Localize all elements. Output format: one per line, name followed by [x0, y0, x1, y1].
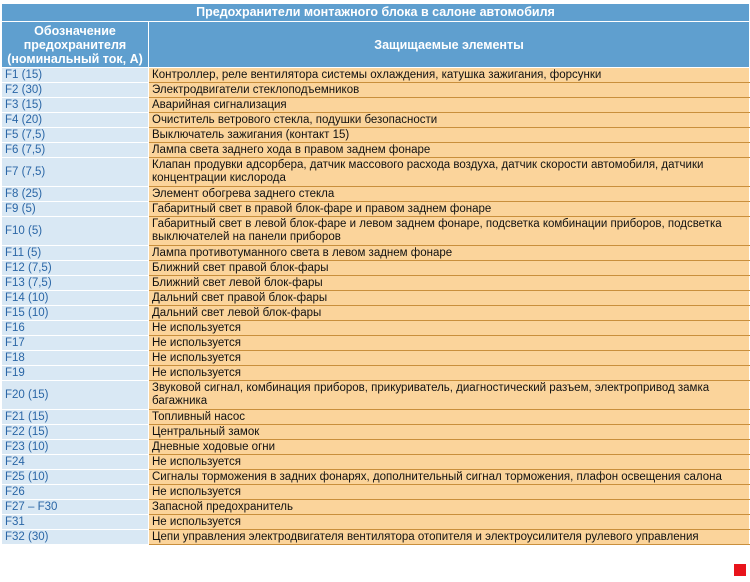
table-body [2, 68, 750, 545]
table-row [2, 246, 750, 261]
desc-cell: Лампа противотуманного света в левом заднем фонаре [149, 246, 750, 261]
desc-cell: Контроллер, реле вентилятора системы охлаждения, катушка зажигания, форсунки [149, 68, 750, 83]
fuse-cell: F8 (25) [2, 187, 149, 202]
desc-cell: Дневные ходовые огни [149, 440, 750, 455]
fuse-cell: F21 (15) [2, 410, 149, 425]
table-row [2, 351, 750, 366]
desc-cell: Аварийная сигнализация [149, 98, 750, 113]
fuse-cell: F24 [2, 455, 149, 470]
fuse-cell: F19 [2, 366, 149, 381]
fuse-cell: F4 (20) [2, 113, 149, 128]
desc-cell: Габаритный свет в правой блок-фаре и правом заднем фонаре [149, 202, 750, 217]
desc-cell: Не используется [149, 336, 750, 351]
desc-cell: Цепи управления электродвигателя вентилятора отопителя и электроусилителя рулевого управления [149, 530, 750, 545]
table-row [2, 470, 750, 485]
fuse-cell: F23 (10) [2, 440, 149, 455]
table-row [2, 366, 750, 381]
table-row [2, 425, 750, 440]
desc-cell: Ближний свет правой блок-фары [149, 261, 750, 276]
desc-cell: Клапан продувки адсорбера, датчик массового расхода воздуха, датчик скорости автомобиля, датчики концентрации кислорода [149, 158, 750, 187]
table-title: Предохранители монтажного блока в салоне автомобиля [2, 4, 750, 22]
table-row [2, 98, 750, 113]
desc-cell: Ближний свет левой блок-фары [149, 276, 750, 291]
table-row [2, 381, 750, 410]
fuse-cell: F11 (5) [2, 246, 149, 261]
fuse-cell: F7 (7,5) [2, 158, 149, 187]
fuse-cell: F6 (7,5) [2, 143, 149, 158]
desc-cell: Дальний свет левой блок-фары [149, 306, 750, 321]
table-row [2, 485, 750, 500]
desc-cell: Элемент обогрева заднего стекла [149, 187, 750, 202]
desc-cell: Не используется [149, 351, 750, 366]
fuse-cell: F15 (10) [2, 306, 149, 321]
table-row [2, 515, 750, 530]
fuse-cell: F22 (15) [2, 425, 149, 440]
table-row [2, 202, 750, 217]
desc-cell: Топливный насос [149, 410, 750, 425]
table-row [2, 530, 750, 545]
table-row [2, 187, 750, 202]
fuse-cell: F2 (30) [2, 83, 149, 98]
fuse-cell: F31 [2, 515, 149, 530]
desc-cell: Не используется [149, 321, 750, 336]
desc-cell: Очиститель ветрового стекла, подушки безопасности [149, 113, 750, 128]
table-row [2, 113, 750, 128]
fuse-cell: F17 [2, 336, 149, 351]
table-row [2, 321, 750, 336]
fuse-cell: F16 [2, 321, 149, 336]
desc-cell: Не используется [149, 455, 750, 470]
table-row [2, 276, 750, 291]
desc-cell: Электродвигатели стеклоподъемников [149, 83, 750, 98]
header-fuse-line1: Обозначение [34, 23, 116, 38]
fuse-cell: F9 (5) [2, 202, 149, 217]
fuse-cell: F13 (7,5) [2, 276, 149, 291]
desc-cell: Не используется [149, 485, 750, 500]
header-fuse-line2: предохранителя [23, 37, 127, 52]
desc-cell: Габаритный свет в левой блок-фаре и левом заднем фонаре, подсветка комбинации приборов, подсветка выключателей на панели приборов [149, 217, 750, 246]
header-fuse-line3: (номинальный ток, А) [7, 51, 143, 66]
fuse-cell: F14 (10) [2, 291, 149, 306]
table-row [2, 217, 750, 246]
table-title-row [2, 4, 750, 22]
desc-cell: Сигналы торможения в задних фонарях, дополнительный сигнал торможения, плафон освещения салона [149, 470, 750, 485]
fuse-cell: F27 – F30 [2, 500, 149, 515]
table-row [2, 83, 750, 98]
table-header-row [2, 22, 750, 68]
fuse-cell: F12 (7,5) [2, 261, 149, 276]
table-row [2, 336, 750, 351]
table-row [2, 291, 750, 306]
fuse-cell: F3 (15) [2, 98, 149, 113]
fuse-cell: F18 [2, 351, 149, 366]
fuse-cell: F5 (7,5) [2, 128, 149, 143]
header-fuse [2, 22, 149, 68]
fuse-cell: F20 (15) [2, 381, 149, 410]
table-row [2, 68, 750, 83]
fuse-cell: F26 [2, 485, 149, 500]
table-row [2, 500, 750, 515]
fuse-table [1, 3, 750, 545]
table-row [2, 128, 750, 143]
desc-cell: Звуковой сигнал, комбинация приборов, прикуриватель, диагностический разъем, электропривод замка багажника [149, 381, 750, 410]
fuse-table-container [1, 3, 749, 545]
table-row [2, 306, 750, 321]
desc-cell: Лампа света заднего хода в правом заднем фонаре [149, 143, 750, 158]
fuse-cell: F25 (10) [2, 470, 149, 485]
table-row [2, 143, 750, 158]
table-row [2, 440, 750, 455]
table-row [2, 158, 750, 187]
desc-cell: Центральный замок [149, 425, 750, 440]
header-elements: Защищаемые элементы [149, 22, 750, 68]
table-row [2, 455, 750, 470]
desc-cell: Не используется [149, 515, 750, 530]
fuse-cell: F1 (15) [2, 68, 149, 83]
table-row [2, 410, 750, 425]
desc-cell: Дальний свет правой блок-фары [149, 291, 750, 306]
fuse-cell: F32 (30) [2, 530, 149, 545]
desc-cell: Запасной предохранитель [149, 500, 750, 515]
table-row [2, 261, 750, 276]
red-square-marker [734, 564, 746, 576]
fuse-cell: F10 (5) [2, 217, 149, 246]
desc-cell: Выключатель зажигания (контакт 15) [149, 128, 750, 143]
desc-cell: Не используется [149, 366, 750, 381]
